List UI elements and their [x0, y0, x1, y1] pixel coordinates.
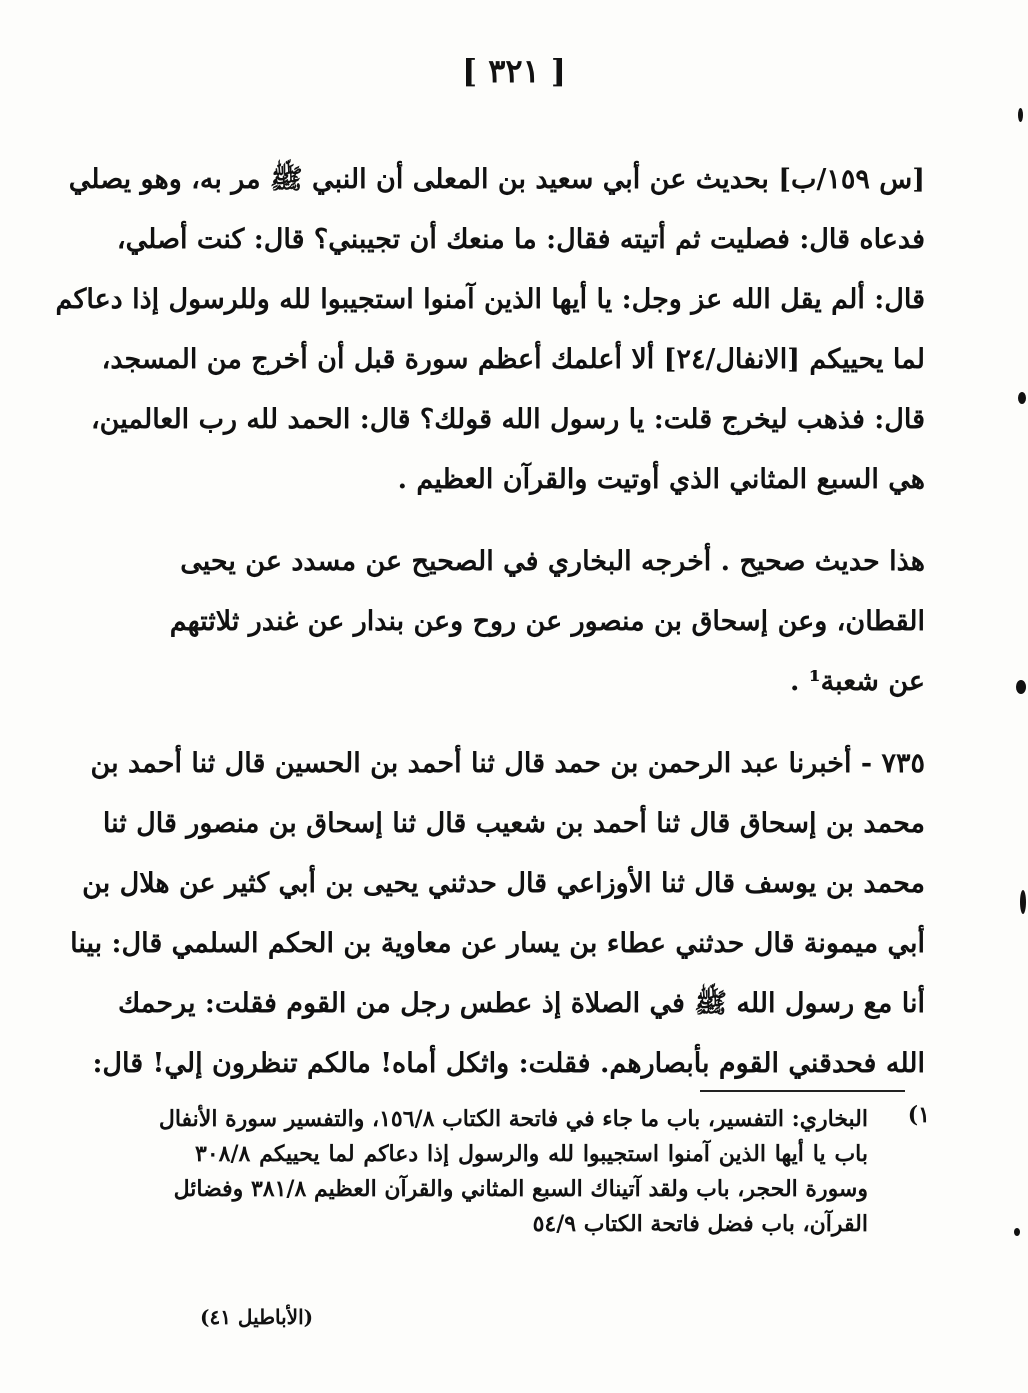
scan-speck: [1018, 108, 1023, 122]
footnote-line: باب يا أيها الذين آمنوا استجيبوا لله والرسول إذا دعاكم لما يحييكم ٣٠٨/٨: [195, 1141, 868, 1167]
text-line: محمد بن إسحاق قال ثنا أحمد بن شعيب قال ثنا إسحاق بن منصور قال ثنا: [102, 808, 925, 839]
main-text: [55, 150, 925, 1094]
paragraph-gap: [195, 712, 925, 734]
footnote: [158, 1102, 930, 1242]
text-line: قال: فذهب ليخرج قلت: يا رسول الله قولك؟ قال: الحمد لله رب العالمين،: [90, 404, 925, 435]
paragraph-commentary: [169, 532, 925, 712]
scan-speck: [1016, 680, 1026, 694]
text-line: ٧٣٥ - أخبرنا عبد الرحمن بن حمد قال ثنا أحمد بن الحسين قال ثنا أحمد بن: [90, 748, 925, 779]
footnote-line: وسورة الحجر، باب ولقد آتيناك السبع المثاني والقرآن العظيم ٣٨١/٨ وفضائل: [173, 1176, 868, 1202]
footnote-line: القرآن، باب فضل فاتحة الكتاب ٥٤/٩: [532, 1211, 868, 1237]
text-line: أنا مع رسول الله ﷺ في الصلاة إذ عطس رجل من القوم فقلت: يرحمك: [118, 988, 925, 1019]
text-line: القطان، وعن إسحاق بن منصور عن روح وعن بندار عن غندر ثلاثتهم: [169, 606, 925, 637]
footnote-divider: [700, 1090, 905, 1092]
text-line: لما يحييكم [الانفال/٢٤] ألا أعلمك أعظم سورة قبل أن أخرج من المسجد،: [101, 344, 925, 375]
signature-mark: (الأباطيل ٤١): [200, 1305, 314, 1329]
scan-speck: [1014, 1228, 1020, 1236]
scan-speck: [1020, 890, 1026, 914]
footnote-line: البخاري: التفسير، باب ما جاء في فاتحة الكتاب ١٥٦/٨، والتفسير سورة الأنفال: [158, 1106, 868, 1132]
text-line: قال: ألم يقل الله عز وجل: يا أيها الذين آمنوا استجيبوا لله وللرسول إذا دعاكم: [55, 284, 925, 315]
footnote-text: [158, 1102, 868, 1242]
text-line: الله فحدقني القوم بأبصارهم. فقلت: واثكل أماه! مالكم تنظرون إلي! قال:: [92, 1048, 925, 1079]
footnote-marker: ١): [907, 1102, 930, 1128]
text-line: هذا حديث صحيح . أخرجه البخاري في الصحيح عن مسدد عن يحيى: [180, 546, 925, 577]
paragraph-gap: [195, 510, 925, 532]
text-line: عن شعبة¹ .: [790, 666, 925, 697]
text-line: هي السبع المثاني الذي أوتيت والقرآن العظيم .: [397, 464, 925, 495]
paragraph-hadith-735: [70, 734, 925, 1094]
page-number: [ ٣٢١ ]: [461, 52, 567, 90]
text-line: أبي ميمونة قال حدثني عطاء بن يسار عن معاوية بن الحكم السلمي قال: بينا: [70, 928, 925, 959]
text-line: محمد بن يوسف قال ثنا الأوزاعي قال حدثني يحيى بن أبي كثير عن هلال بن: [82, 868, 925, 899]
text-line: فدعاه قال: فصليت ثم أتيته فقال: ما منعك أن تجيبني؟ قال: كنت أصلي،: [116, 224, 925, 255]
paragraph-hadith-734-continued: [55, 150, 925, 510]
text-line: [س ١٥٩/ب] بحديث عن أبي سعيد بن المعلى أن النبي ﷺ مر به، وهو يصلي: [68, 164, 925, 195]
scan-speck: [1018, 392, 1026, 404]
